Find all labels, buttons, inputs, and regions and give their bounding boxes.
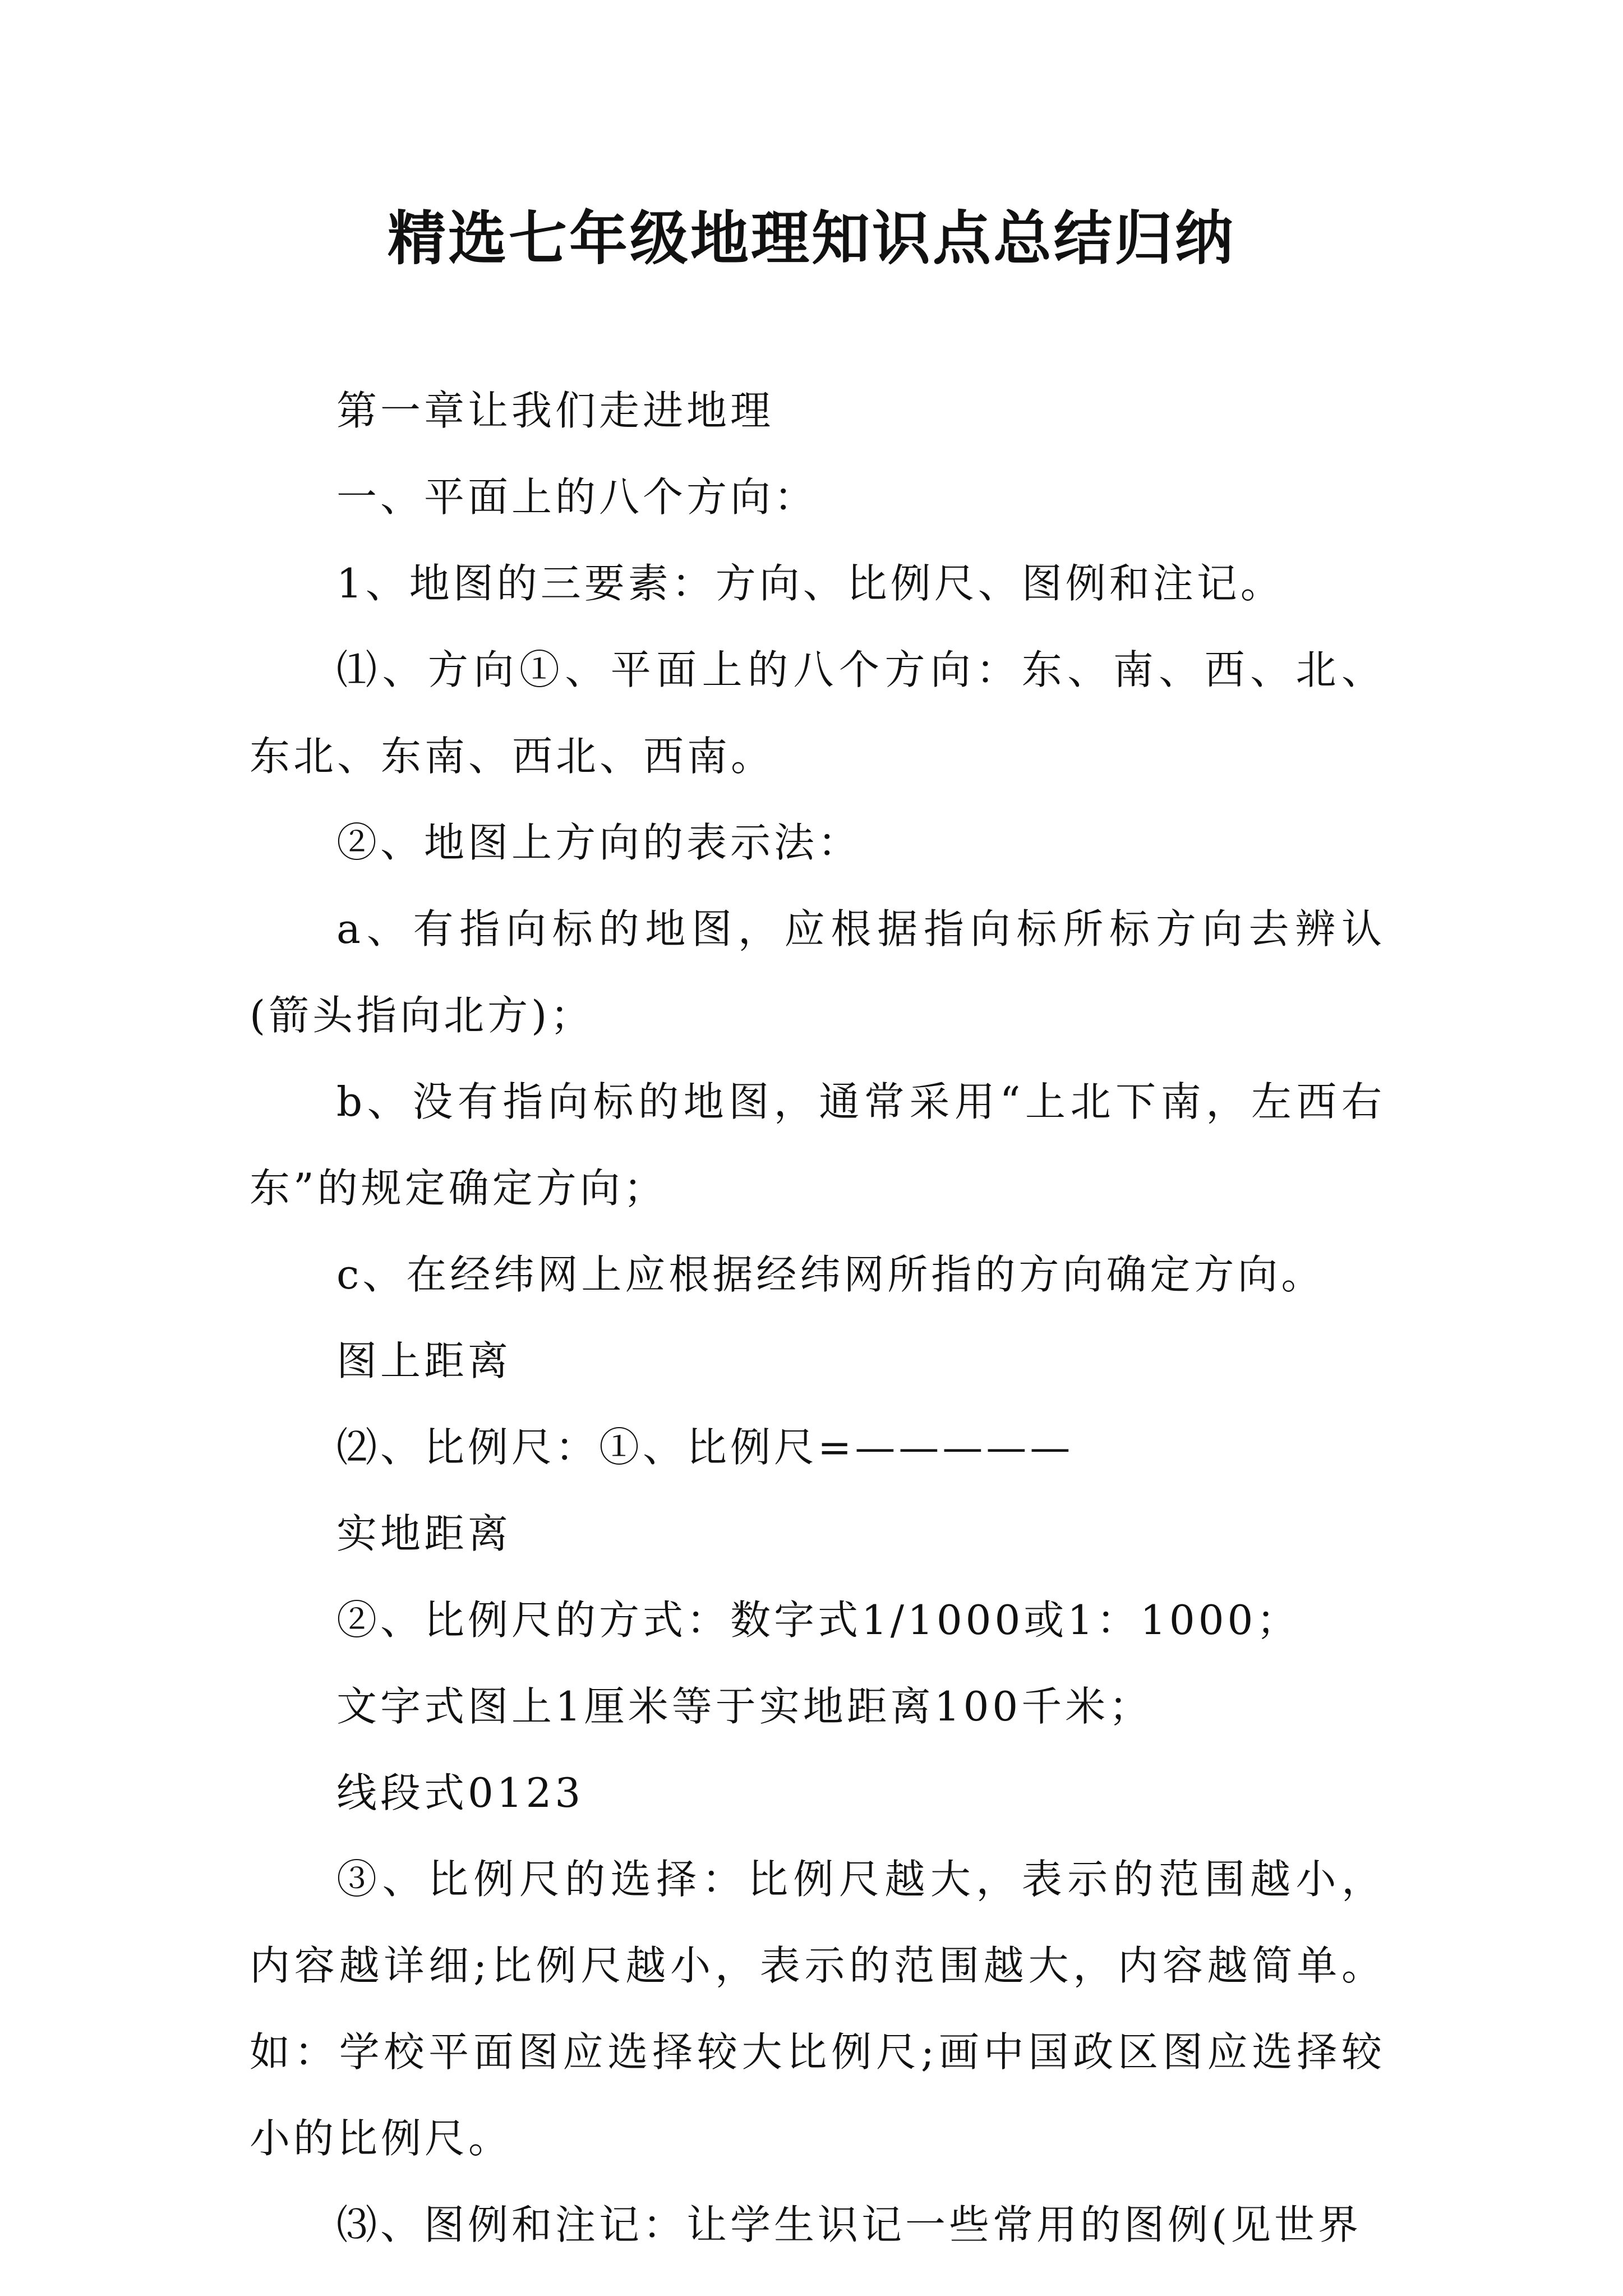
document-body xyxy=(250,367,1385,2268)
paragraph-direction-methods: ②、地图上方向的表示法： xyxy=(336,819,862,866)
paragraph-scale-text: 文字式图上1厘米等于实地距离100千米； xyxy=(336,1683,1153,1730)
paragraph-item-a: a、有指向标的地图，应根据指向标所标方向去辨认(箭头指向北方)； xyxy=(250,905,1385,1039)
paragraph-eight-directions: ⑴、方向①、平面上的八个方向：东、南、西、北、东北、东南、西北、西南。 xyxy=(250,646,1385,780)
paragraph-scale-numeric: ②、比例尺的方式：数字式1/1000或1：1000； xyxy=(336,1596,1301,1644)
paragraph-item-c: c、在经纬网上应根据经纬网所指的方向确定方向。 xyxy=(336,1251,1325,1298)
paragraph-real-distance: 实地距离 xyxy=(336,1510,512,1557)
chapter-heading: 第一章让我们走进地理 xyxy=(336,387,774,434)
paragraph-map-elements: 1、地图的三要素：方向、比例尺、图例和注记。 xyxy=(336,560,1284,607)
section-heading: 一、平面上的八个方向： xyxy=(336,473,818,521)
paragraph-item-b: b、没有指向标的地图，通常采用“上北下南，左西右东”的规定确定方向； xyxy=(250,1078,1385,1212)
paragraph-legend-notes: ⑶、图例和注记：让学生识记一些常用的图例(见世界 xyxy=(336,2201,1362,2248)
paragraph-scale-line: 线段式0123 xyxy=(336,1769,584,1816)
paragraph-map-distance: 图上距离 xyxy=(336,1337,512,1384)
paragraph-scale-selection: ③、比例尺的选择：比例尺越大，表示的范围越小，内容越详细;比例尺越小，表示的范围越大，内容越简单。如：学校平面图应选择较大比例尺;画中国政区图应选择较小的比例尺。 xyxy=(250,1856,1385,2162)
paragraph-scale-formula: ⑵、比例尺：①、比例尺=————— xyxy=(336,1424,1074,1471)
document-title: 精选七年级地理知识点总结归纳 xyxy=(387,204,1235,273)
